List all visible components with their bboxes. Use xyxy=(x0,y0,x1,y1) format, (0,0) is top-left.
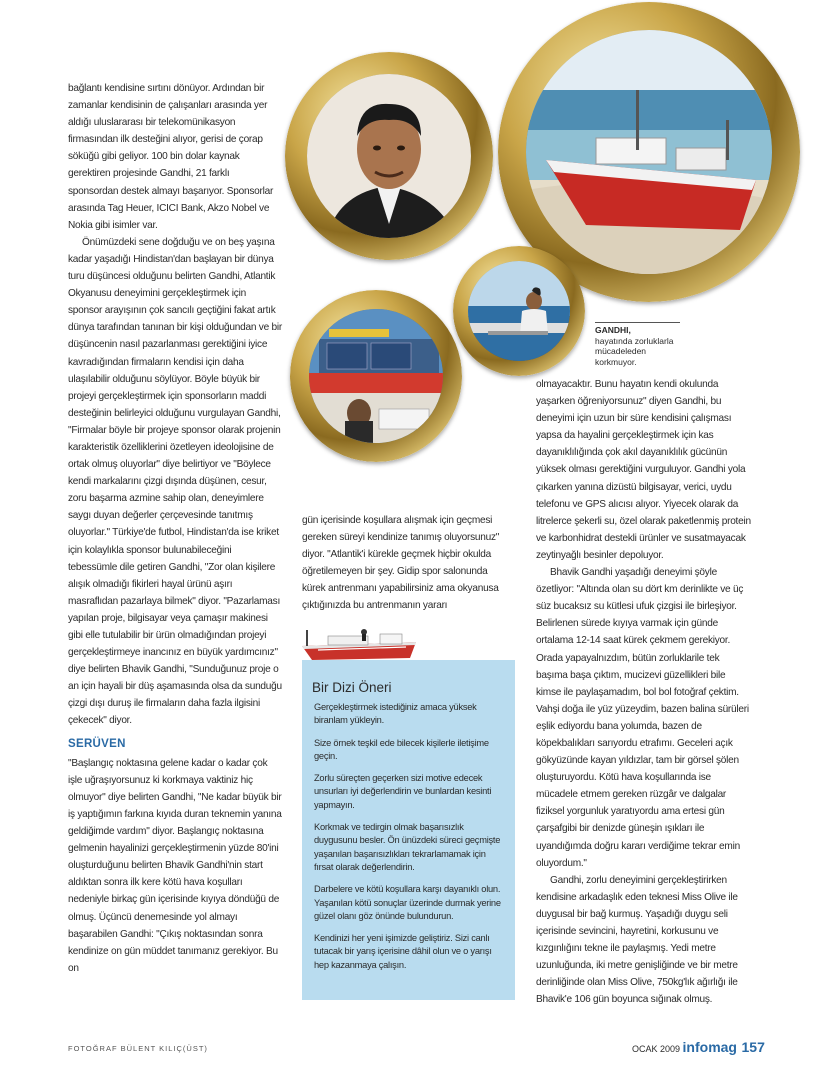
sidebar-item: Gerçekleştirmek istediğiniz amaca yüksek biranlam yükleyin. xyxy=(314,702,477,726)
paragraph: gün içerisinde koşullara alışmak için geçmesi gereken süreyi kendinize tanımış oluyorsunuz" diyor. "Atlantik'i kürekle geçmek hiçbir okulda öğretilemeyen bir şey. Gidip spor salonunda kürek antrenmanı yapabilirsiniz ama okyanusa çıktığınızda bu antrenmanın yararı xyxy=(302,515,500,612)
porthole-rower-photo xyxy=(453,246,585,376)
section-subhead: SERÜVEN xyxy=(68,737,126,750)
paragraph: bağlantı kendisine sırtını dönüyor. Ardından bir zamanlar kendisinin de çalışanları arasında yer aldığı uluslararası bir telekomünikasyon firmasından ilk desteğini alıyor, gerisi de çorap söküğü gibi geliyor. 100 bin dolar kaynak gerektiren projesinde Gandhi, 21 farklı sponsordan destek almayı başarıyor. Sponsorlar arasında Tag Heuer, ICICI Bank, Akzo Nobel ve Nokia gibi isimler var. xyxy=(68,83,274,231)
tips-sidebar xyxy=(302,660,515,1000)
article-column-1 xyxy=(68,80,282,977)
page-number: 157 xyxy=(741,1039,765,1055)
paragraph: olmayacaktır. Bunu hayatın kendi okulunda yaşarken öğreniyorsunuz" diyen Gandhi, bu deneyimi için uzun bir süre kendisini çalışması yapsa da hayalini gerçekleştirmek için kas dayanıklılığında çok akıl dayanıklılık gücünün yüksek olması gerektiğini vurguluyor. Gandhi yola çıkarken yanına dizüstü bilgisayar, verici, uydu telefonu ve GPS alıcısı alıyor. Yiyecek olarak da litrelerce şekerli su, özel olarak paketlenmiş protein ve karbonhidrat destekli ürünler ve susatmayacak zeytinyağlı besinler depoluyor. xyxy=(536,379,751,561)
magazine-name: infomag xyxy=(682,1039,737,1055)
sidebar-item: Korkmak ve tedirgin olmak başarısızlık duygusunu besler. Ön ünüzdeki süreci geçmişte yaşanılan başarısızlıkları tekrarlamamak için fırsat olarak değerlendirin. xyxy=(314,822,501,872)
issue-date: OCAK 2009 xyxy=(632,1044,681,1054)
paragraph: "Başlangıç noktasına gelene kadar o kadar çok işle uğraşıyorsunuz ki korkmaya vaktiniz hiç olmuyor" diye belirten Gandhi, "Ne kadar büyük bir iş yaptığımın farkına kıyıda duran teknemin yanına geldiğimde vardım" diyor. Başlangıç noktasına gelmenin hayalinizi gerçekleştirmenin yüzde 80'ini oluşturduğunu belirten Bhavik Gandhi'nin start aldıktan sonra ilk kere kötü hava koşulları nedeniyle birkaç gün içerisinde kıyıya döndüğü de olmuş. Üçüncü denemesinde yol almayı başarabilen Gandhi: "Çıkış noktasından sonra kendinize on gün müddet tanımanız gerekiyor. Bu on xyxy=(68,757,282,974)
porthole-portrait-photo xyxy=(285,52,493,260)
paragraph: Gandhi, zorlu deneyimini gerçekleştirirken kendisine arkadaşlık eden teknesi Miss Olive ile duygusal bir bağ kurmuş. Yaşadığı duygu seli içerisinde sevincini, hayretini, korkusunu ve kızgınlığını tekne ile paylaşmış. Yedi metre uzunluğunda, iki metre genişliğinde ve bir metre derinliğinde olan Miss Olive, 750kg'lık ağırlığı ile Bhavik'e 106 gün boyunca sığınak olmuş. xyxy=(536,874,738,1006)
sidebar-item: Darbelere ve kötü koşullara karşı dayanıklı olun. Yaşanılan kötü sonuçlar üzerinde durmak yerine güzel olanı göz önünde bulundurun. xyxy=(314,884,501,921)
caption-rule xyxy=(595,322,680,323)
article-column-2 xyxy=(302,512,510,615)
sidebar-item: Kendinizi her yeni işimizde geliştiriz. Sizi canlı tutacak bir yarış içerisine dâhil olun ve o yarışı hep kazanmaya çalışın. xyxy=(314,933,492,970)
sidebar-title: Bir Dizi Öneri xyxy=(312,680,392,695)
photo-caption xyxy=(595,325,680,367)
photo-credit: FOTOĞRAF BÜLENT KILIÇ(ÜST) xyxy=(68,1044,208,1053)
caption-text: hayatında zorluklarla mücadeleden korkmuyor. xyxy=(595,335,674,367)
rowing-boat-illustration xyxy=(298,616,420,666)
caption-name: GANDHI, xyxy=(595,325,631,335)
paragraph: Önümüzdeki sene doğduğu ve on beş yaşına kadar yaşadığı Hindistan'dan başlayan bir dünya turu düşüncesi olduğunu belirten Gandhi, Atlantik Okyanusu deneyimini gerçekleştirmek için sponsor arayışının çok sancılı geçtiğini fakat artık dünya tarafından tanınan bir kişi olduğundan ve bir düşüncenin nasıl pazarlanması gerektiğini iyice kavradığından firmaların kendisi için daha ulaşılabilir olduğunu söylüyor. Böyle büyük bir projeyi gerçekleştirmek için sponsorların maddi desteğinin belirleyici olduğunu vurgulayan Gandhi, "Firmalar böyle bir projeye sponsor olarak projenin karakteristik özelliklerini özetleyen ideolojisine de ortak olmuş oluyorlar" diye belirtiyor ve "Böylece kendi markalarını çizgi dışında düşünen, cesur, zoru başarma azmine sahip olan, deneyimlere saygı duyan değerler çerçevesinde tanıtmış oluyorlar." Türkiye'de futbol, Hindistan'da ise kriket için kolaylıkla sponsor bulunabileceğini tebessümle dile getiren Gandhi, "Zor olan kişilere alışık olmadığı fikirleri hayal ürünü aşırı masraflıdan pazarlaya bilmek" diyor. "Pazarlaması yapılan proje, bilgisayar veya çamaşır makinesi gibi elle tutulabilir bir ürün olmadığından projeyi gerçekleştirmeye inancınız en büyük yardımcınız" diye belirten Bhavik Gandhi, "Sunduğunuz proje o an için hayali bir düş aşamasında olsa da sunduğu çizgi dışı duruş ile firmaların daha fazla ilgisini çekecek" diyor. xyxy=(68,236,282,727)
article-column-3 xyxy=(536,376,751,1008)
sidebar-item: Size örnek teşkil ede bilecek kişilerle iletişime geçin. xyxy=(314,737,489,761)
porthole-deck-photo xyxy=(290,290,462,462)
page-footer xyxy=(632,1039,765,1055)
paragraph: Bhavik Gandhi yaşadığı deneyimi şöyle özetliyor: "Altında olan su dört km derinlikte ve üç süz bucaksız su kütlesi ufuk çizgisi ile birleşiyor. Belirlenen sürede kıyıya varmak için günde ortalama 12-14 saat kürek çekmem gerekiyor. Orada yapayalnızdım, bütün zorluklarile tek başıma başa çıktım, mucizevi güzellikleri bile kimse ile paylaşamadım, bol bol fotoğraf çektim. Vahşi doğa ile yüz yüzeydim, bazen balina sürüleri eşlik ediyordu bana yolumda, bazen de köpekbalıkları sarıyordu etrafımı. Geceleri açık gökyüzünde kayan yıldızlar, tam bir görsel şölen oluşturuyordu. Kötü hava koşullarında ise mücadele etmem gereken rüzgâr ve dalgalar fiziksel yorgunluk yaratıyordu ama ertesi gün çarşafgibi bir denizde güneşin ışıkları ile uyandığımda doğru kararı verdiğime tekrar emin oluyordum." xyxy=(536,567,749,869)
sidebar-item: Zorlu süreçten geçerken sizi motive edecek unsurları iyi değerlendirin ve bunlardan kesinti yapmayın. xyxy=(314,773,492,810)
